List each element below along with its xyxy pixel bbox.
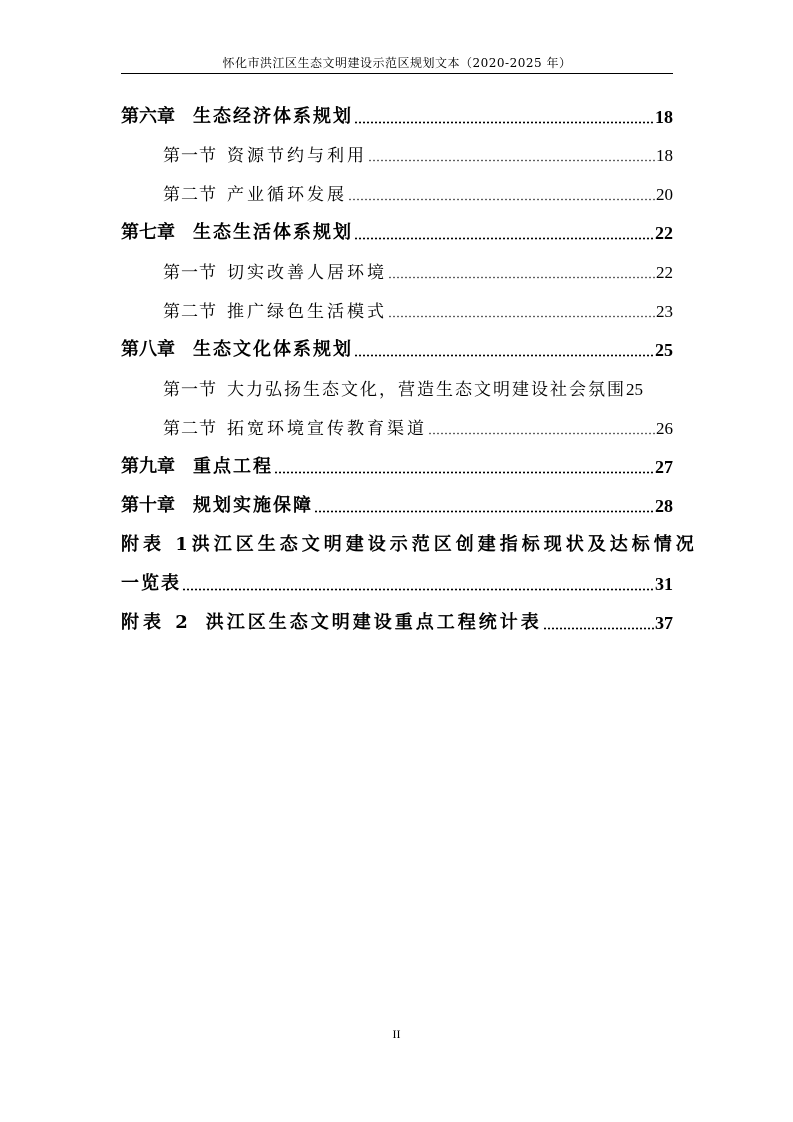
chapter-number: 第八章	[121, 339, 175, 360]
leader-dots	[428, 432, 655, 435]
section-title: 推广绿色生活模式	[227, 302, 387, 322]
appendix-title: 洪江区生态文明建设示范区创建指标现状及达标情况	[191, 534, 698, 555]
chapter-title: 规划实施保障	[193, 495, 313, 516]
leader-dots	[368, 159, 655, 162]
chapter-number: 第九章	[121, 456, 175, 477]
leader-dots	[354, 121, 654, 124]
section-title: 拓宽环境宣传教育渠道	[227, 419, 427, 439]
appendix-title-continued: 一览表	[121, 573, 181, 594]
page-number: 26	[656, 419, 673, 438]
page-number: 22	[655, 223, 673, 243]
page-number: 31	[655, 574, 673, 594]
section-number: 第一节	[163, 380, 217, 400]
toc-chapter-8[interactable]	[121, 325, 673, 361]
toc-appendix-1[interactable]	[121, 520, 698, 556]
toc-section[interactable]	[121, 364, 673, 400]
page-number: 23	[656, 302, 673, 321]
toc-chapter-10[interactable]	[121, 481, 673, 517]
chapter-title: 重点工程	[193, 456, 273, 477]
leader-dots	[182, 588, 654, 591]
page-number: 28	[655, 496, 673, 516]
header-rule	[121, 73, 673, 74]
page-number: 25	[655, 340, 673, 360]
chapter-title: 生态生活体系规划	[193, 222, 353, 243]
chapter-number: 第七章	[121, 222, 175, 243]
section-title: 资源节约与利用	[227, 146, 367, 166]
leader-dots	[354, 237, 654, 240]
chapter-title: 生态文化体系规划	[193, 339, 353, 360]
toc-chapter-7[interactable]	[121, 208, 673, 244]
page-footer-number: II	[392, 1027, 401, 1041]
section-number: 第二节	[163, 302, 217, 322]
leader-dots	[388, 315, 655, 318]
toc-chapter-6[interactable]	[121, 92, 673, 128]
section-number: 第二节	[163, 185, 217, 205]
chapter-number: 第十章	[121, 495, 175, 516]
chapter-number: 第六章	[121, 106, 175, 127]
toc-section[interactable]	[121, 169, 673, 205]
running-header: 怀化市洪江区生态文明建设示范区规划文本（2020-2025 年）	[222, 56, 572, 70]
section-title: 切实改善人居环境	[227, 263, 387, 283]
section-number: 第二节	[163, 419, 217, 439]
toc-section[interactable]	[121, 286, 673, 322]
page-number: 25	[626, 380, 643, 399]
page-number: 18	[656, 146, 673, 165]
appendix-title: 洪江区生态文明建设重点工程统计表	[205, 612, 542, 633]
toc-section[interactable]	[121, 247, 673, 283]
page-number: 20	[656, 185, 673, 204]
leader-dots	[388, 276, 655, 279]
leader-dots	[354, 354, 654, 357]
section-title: 产业循环发展	[227, 185, 347, 205]
section-number: 第一节	[163, 146, 217, 166]
appendix-number: 附表 1	[121, 534, 192, 555]
toc-section[interactable]	[121, 130, 673, 166]
appendix-number: 附表 2	[121, 612, 192, 633]
section-number: 第一节	[163, 263, 217, 283]
page-number: 18	[655, 107, 673, 127]
page-number: 37	[655, 613, 673, 633]
page-number: 27	[655, 457, 673, 477]
section-title: 大力弘扬生态文化，营造生态文明建设社会氛围	[227, 380, 626, 400]
toc-section[interactable]	[121, 403, 673, 439]
toc-chapter-9[interactable]	[121, 442, 673, 478]
toc-appendix-1-continued[interactable]	[121, 559, 673, 595]
leader-dots	[314, 510, 654, 513]
page-number: 22	[656, 263, 673, 282]
toc-appendix-2[interactable]	[121, 598, 673, 634]
chapter-title: 生态经济体系规划	[193, 106, 353, 127]
leader-dots	[274, 471, 654, 474]
leader-dots	[543, 627, 654, 630]
leader-dots	[348, 198, 655, 201]
